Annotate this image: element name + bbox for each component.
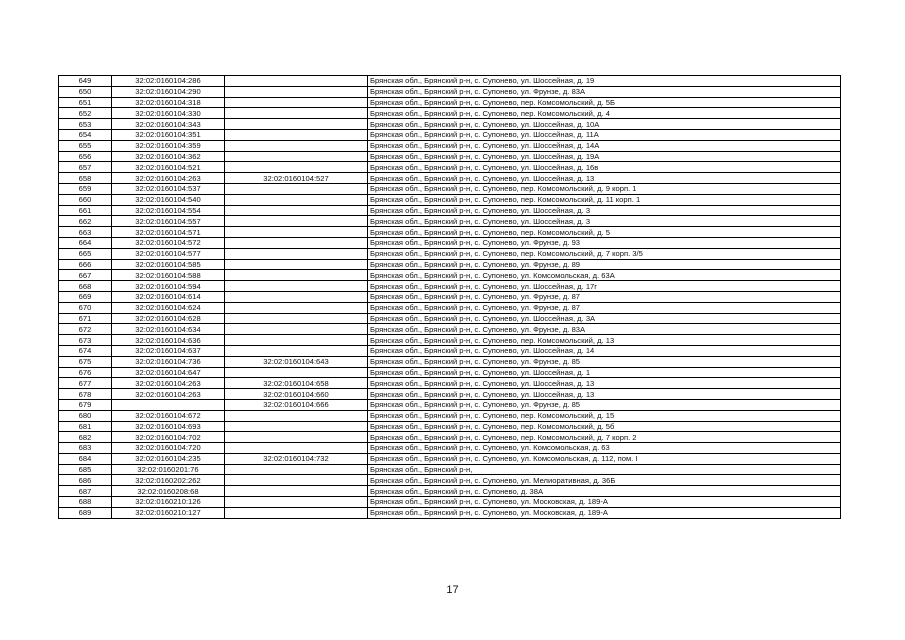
table-row [59, 421, 841, 432]
table-row [59, 432, 841, 443]
table-row [59, 291, 841, 302]
cadastral-number-cell: 32:02:0160104:290 [112, 86, 225, 97]
cadastral-number-cell: 32:02:0160104:554 [112, 205, 225, 216]
table-row [59, 507, 841, 518]
parent-cadastral-cell [225, 140, 368, 151]
row-number-cell: 666 [59, 259, 112, 270]
row-number-cell: 656 [59, 151, 112, 162]
row-number-cell: 676 [59, 367, 112, 378]
table-row [59, 464, 841, 475]
table-row [59, 335, 841, 346]
table-row [59, 324, 841, 335]
parent-cadastral-cell [225, 183, 368, 194]
parent-cadastral-cell [225, 76, 368, 87]
address-cell: Брянская обл., Брянский р-н, с. Супонево, ул. Фрунзе, д. 83А [368, 86, 841, 97]
row-number-cell: 663 [59, 227, 112, 238]
address-cell: Брянская обл., Брянский р-н, с. Супонево, ул. Шоссейная, д. 3 [368, 205, 841, 216]
row-number-cell: 675 [59, 356, 112, 367]
address-cell: Брянская обл., Брянский р-н, с. Супонево, ул. Фрунзе, д. 89 [368, 259, 841, 270]
cadastral-number-cell: 32:02:0160104:351 [112, 129, 225, 140]
parent-cadastral-cell [225, 486, 368, 497]
cadastral-number-cell: 32:02:0160202:262 [112, 475, 225, 486]
table-row [59, 205, 841, 216]
cadastral-number-cell: 32:02:0160104:637 [112, 345, 225, 356]
address-cell: Брянская обл., Брянский р-н, с. Супонево, ул. Шоссейная, д. 13 [368, 173, 841, 184]
address-cell: Брянская обл., Брянский р-н, с. Супонево, ул. Шоссейная, д. 13 [368, 378, 841, 389]
cadastral-number-cell: 32:02:0160104:263 [112, 378, 225, 389]
parent-cadastral-cell: 32:02:0160104:732 [225, 453, 368, 464]
address-cell: Брянская обл., Брянский р-н, с. Супонево, д. 38А [368, 486, 841, 497]
row-number-cell: 681 [59, 421, 112, 432]
address-cell: Брянская обл., Брянский р-н, [368, 464, 841, 475]
row-number-cell: 655 [59, 140, 112, 151]
table-row [59, 281, 841, 292]
address-cell: Брянская обл., Брянский р-н, с. Супонево, ул. Московская, д. 189-А [368, 507, 841, 518]
cadastral-number-cell: 32:02:0160208:68 [112, 486, 225, 497]
cadastral-number-cell: 32:02:0160201:76 [112, 464, 225, 475]
table-row [59, 119, 841, 130]
cadastral-table [58, 75, 841, 519]
cadastral-number-cell: 32:02:0160104:359 [112, 140, 225, 151]
table-row [59, 399, 841, 410]
parent-cadastral-cell: 32:02:0160104:527 [225, 173, 368, 184]
table-row [59, 356, 841, 367]
row-number-cell: 665 [59, 248, 112, 259]
cadastral-number-cell: 32:02:0160104:286 [112, 76, 225, 87]
cadastral-number-cell: 32:02:0160104:343 [112, 119, 225, 130]
parent-cadastral-cell [225, 410, 368, 421]
row-number-cell: 689 [59, 507, 112, 518]
row-number-cell: 661 [59, 205, 112, 216]
parent-cadastral-cell [225, 119, 368, 130]
address-cell: Брянская обл., Брянский р-н, с. Супонево, ул. Шоссейная, д. 11А [368, 129, 841, 140]
row-number-cell: 677 [59, 378, 112, 389]
cadastral-number-cell: 32:02:0160104:647 [112, 367, 225, 378]
address-cell: Брянская обл., Брянский р-н, с. Супонево, ул. Комсомольская, д. 63А [368, 270, 841, 281]
cadastral-number-cell: 32:02:0160104:588 [112, 270, 225, 281]
address-cell: Брянская обл., Брянский р-н, с. Супонево, ул. Фрунзе, д. 85 [368, 399, 841, 410]
row-number-cell: 650 [59, 86, 112, 97]
address-cell: Брянская обл., Брянский р-н, с. Супонево, пер. Комсомольский, д. 7 корп. 2 [368, 432, 841, 443]
address-cell: Брянская обл., Брянский р-н, с. Супонево, ул. Комсомольская, д. 63 [368, 443, 841, 454]
address-cell: Брянская обл., Брянский р-н, с. Супонево, пер. Комсомольский, д. 5 [368, 227, 841, 238]
row-number-cell: 652 [59, 108, 112, 119]
parent-cadastral-cell [225, 162, 368, 173]
table-row [59, 345, 841, 356]
address-cell: Брянская обл., Брянский р-н, с. Супонево, ул. Шоссейная, д. 1 [368, 367, 841, 378]
parent-cadastral-cell [225, 313, 368, 324]
row-number-cell: 687 [59, 486, 112, 497]
parent-cadastral-cell [225, 97, 368, 108]
parent-cadastral-cell [225, 291, 368, 302]
cadastral-number-cell: 32:02:0160104:263 [112, 389, 225, 400]
parent-cadastral-cell [225, 205, 368, 216]
table-row [59, 237, 841, 248]
row-number-cell: 668 [59, 281, 112, 292]
cadastral-number-cell [112, 399, 225, 410]
address-cell: Брянская обл., Брянский р-н, с. Супонево, пер. Комсомольский, д. 9 корп. 1 [368, 183, 841, 194]
address-cell: Брянская обл., Брянский р-н, с. Супонево, ул. Шоссейная, д. 14 [368, 345, 841, 356]
address-cell: Брянская обл., Брянский р-н, с. Супонево, пер. Комсомольский, д. 5б [368, 421, 841, 432]
cadastral-number-cell: 32:02:0160104:263 [112, 173, 225, 184]
parent-cadastral-cell [225, 86, 368, 97]
cadastral-number-cell: 32:02:0160210:126 [112, 497, 225, 508]
table-row [59, 173, 841, 184]
parent-cadastral-cell [225, 259, 368, 270]
row-number-cell: 685 [59, 464, 112, 475]
row-number-cell: 669 [59, 291, 112, 302]
parent-cadastral-cell [225, 421, 368, 432]
parent-cadastral-cell: 32:02:0160104:643 [225, 356, 368, 367]
table-row [59, 227, 841, 238]
cadastral-number-cell: 32:02:0160104:736 [112, 356, 225, 367]
cadastral-number-cell: 32:02:0160104:540 [112, 194, 225, 205]
address-cell: Брянская обл., Брянский р-н, с. Супонево, пер. Комсомольский, д. 13 [368, 335, 841, 346]
address-cell: Брянская обл., Брянский р-н, с. Супонево, ул. Шоссейная, д. 3 [368, 216, 841, 227]
parent-cadastral-cell [225, 464, 368, 475]
parent-cadastral-cell [225, 227, 368, 238]
parent-cadastral-cell [225, 248, 368, 259]
row-number-cell: 684 [59, 453, 112, 464]
row-number-cell: 670 [59, 302, 112, 313]
table-row [59, 378, 841, 389]
row-number-cell: 679 [59, 399, 112, 410]
address-cell: Брянская обл., Брянский р-н, с. Супонево, ул. Мелиоративная, д. 36Б [368, 475, 841, 486]
address-cell: Брянская обл., Брянский р-н, с. Супонево, ул. Московская, д. 189-А [368, 497, 841, 508]
cadastral-number-cell: 32:02:0160104:585 [112, 259, 225, 270]
row-number-cell: 674 [59, 345, 112, 356]
address-cell: Брянская обл., Брянский р-н, с. Супонево, ул. Шоссейная, д. 17г [368, 281, 841, 292]
row-number-cell: 660 [59, 194, 112, 205]
parent-cadastral-cell [225, 475, 368, 486]
table-row [59, 140, 841, 151]
row-number-cell: 686 [59, 475, 112, 486]
cadastral-number-cell: 32:02:0160104:235 [112, 453, 225, 464]
address-cell: Брянская обл., Брянский р-н, с. Супонево, ул. Шоссейная, д. 3А [368, 313, 841, 324]
parent-cadastral-cell [225, 507, 368, 518]
cadastral-number-cell: 32:02:0160104:624 [112, 302, 225, 313]
parent-cadastral-cell [225, 194, 368, 205]
parent-cadastral-cell [225, 129, 368, 140]
parent-cadastral-cell [225, 302, 368, 313]
cadastral-number-cell: 32:02:0160104:557 [112, 216, 225, 227]
address-cell: Брянская обл., Брянский р-н, с. Супонево, ул. Шоссейная, д. 13 [368, 389, 841, 400]
parent-cadastral-cell [225, 345, 368, 356]
address-cell: Брянская обл., Брянский р-н, с. Супонево, пер. Комсомольский, д. 11 корп. 1 [368, 194, 841, 205]
table-row [59, 453, 841, 464]
cadastral-number-cell: 32:02:0160104:594 [112, 281, 225, 292]
parent-cadastral-cell [225, 367, 368, 378]
row-number-cell: 649 [59, 76, 112, 87]
parent-cadastral-cell [225, 497, 368, 508]
row-number-cell: 680 [59, 410, 112, 421]
row-number-cell: 653 [59, 119, 112, 130]
table-row [59, 367, 841, 378]
cadastral-number-cell: 32:02:0160104:628 [112, 313, 225, 324]
row-number-cell: 678 [59, 389, 112, 400]
table-row [59, 497, 841, 508]
table-row [59, 259, 841, 270]
parent-cadastral-cell [225, 151, 368, 162]
cadastral-number-cell: 32:02:0160104:362 [112, 151, 225, 162]
row-number-cell: 651 [59, 97, 112, 108]
parent-cadastral-cell: 32:02:0160104:660 [225, 389, 368, 400]
row-number-cell: 683 [59, 443, 112, 454]
parent-cadastral-cell [225, 216, 368, 227]
cadastral-number-cell: 32:02:0160104:693 [112, 421, 225, 432]
page-number: 17 [446, 584, 459, 596]
address-cell: Брянская обл., Брянский р-н, с. Супонево, ул. Шоссейная, д. 19А [368, 151, 841, 162]
address-cell: Брянская обл., Брянский р-н, с. Супонево, ул. Шоссейная, д. 14А [368, 140, 841, 151]
row-number-cell: 671 [59, 313, 112, 324]
cadastral-number-cell: 32:02:0160210:127 [112, 507, 225, 518]
row-number-cell: 672 [59, 324, 112, 335]
address-cell: Брянская обл., Брянский р-н, с. Супонево, ул. Фрунзе, д. 87 [368, 302, 841, 313]
address-cell: Брянская обл., Брянский р-н, с. Супонево, пер. Комсомольский, д. 4 [368, 108, 841, 119]
table-row [59, 410, 841, 421]
table-row [59, 86, 841, 97]
parent-cadastral-cell: 32:02:0160104:658 [225, 378, 368, 389]
cadastral-number-cell: 32:02:0160104:521 [112, 162, 225, 173]
row-number-cell: 657 [59, 162, 112, 173]
cadastral-number-cell: 32:02:0160104:636 [112, 335, 225, 346]
address-cell: Брянская обл., Брянский р-н, с. Супонево, пер. Комсомольский, д. 5Б [368, 97, 841, 108]
table-row [59, 443, 841, 454]
parent-cadastral-cell [225, 108, 368, 119]
table-row [59, 248, 841, 259]
parent-cadastral-cell [225, 335, 368, 346]
table-row [59, 486, 841, 497]
table-body [59, 76, 841, 519]
cadastral-number-cell: 32:02:0160104:702 [112, 432, 225, 443]
address-cell: Брянская обл., Брянский р-н, с. Супонево, ул. Комсомольская, д. 112, пом. I [368, 453, 841, 464]
parent-cadastral-cell [225, 237, 368, 248]
table-row [59, 313, 841, 324]
parent-cadastral-cell [225, 324, 368, 335]
address-cell: Брянская обл., Брянский р-н, с. Супонево, пер. Комсомольский, д. 15 [368, 410, 841, 421]
table-row [59, 194, 841, 205]
table-row [59, 302, 841, 313]
cadastral-number-cell: 32:02:0160104:614 [112, 291, 225, 302]
address-cell: Брянская обл., Брянский р-н, с. Супонево, ул. Шоссейная, д. 16в [368, 162, 841, 173]
row-number-cell: 664 [59, 237, 112, 248]
row-number-cell: 682 [59, 432, 112, 443]
address-cell: Брянская обл., Брянский р-н, с. Супонево, ул. Шоссейная, д. 19 [368, 76, 841, 87]
table-row [59, 108, 841, 119]
parent-cadastral-cell [225, 443, 368, 454]
cadastral-number-cell: 32:02:0160104:537 [112, 183, 225, 194]
table-row [59, 389, 841, 400]
table-row [59, 129, 841, 140]
table-row [59, 270, 841, 281]
cadastral-number-cell: 32:02:0160104:634 [112, 324, 225, 335]
row-number-cell: 658 [59, 173, 112, 184]
row-number-cell: 667 [59, 270, 112, 281]
table-row [59, 76, 841, 87]
address-cell: Брянская обл., Брянский р-н, с. Супонево, ул. Шоссейная, д. 10А [368, 119, 841, 130]
row-number-cell: 673 [59, 335, 112, 346]
address-cell: Брянская обл., Брянский р-н, с. Супонево, ул. Фрунзе, д. 83А [368, 324, 841, 335]
cadastral-number-cell: 32:02:0160104:672 [112, 410, 225, 421]
parent-cadastral-cell [225, 432, 368, 443]
address-cell: Брянская обл., Брянский р-н, с. Супонево, ул. Фрунзе, д. 93 [368, 237, 841, 248]
cadastral-number-cell: 32:02:0160104:720 [112, 443, 225, 454]
table-row [59, 183, 841, 194]
cadastral-number-cell: 32:02:0160104:318 [112, 97, 225, 108]
cadastral-number-cell: 32:02:0160104:571 [112, 227, 225, 238]
table-row [59, 475, 841, 486]
address-cell: Брянская обл., Брянский р-н, с. Супонево, пер. Комсомольский, д. 7 корп. 3/5 [368, 248, 841, 259]
table-row [59, 151, 841, 162]
row-number-cell: 654 [59, 129, 112, 140]
row-number-cell: 688 [59, 497, 112, 508]
table-row [59, 216, 841, 227]
parent-cadastral-cell: 32:02:0160104:666 [225, 399, 368, 410]
address-cell: Брянская обл., Брянский р-н, с. Супонево, ул. Фрунзе, д. 87 [368, 291, 841, 302]
row-number-cell: 662 [59, 216, 112, 227]
parent-cadastral-cell [225, 270, 368, 281]
cadastral-number-cell: 32:02:0160104:330 [112, 108, 225, 119]
address-cell: Брянская обл., Брянский р-н, с. Супонево, ул. Фрунзе, д. 85 [368, 356, 841, 367]
table-row [59, 162, 841, 173]
parent-cadastral-cell [225, 281, 368, 292]
cadastral-number-cell: 32:02:0160104:577 [112, 248, 225, 259]
cadastral-number-cell: 32:02:0160104:572 [112, 237, 225, 248]
row-number-cell: 659 [59, 183, 112, 194]
table-row [59, 97, 841, 108]
